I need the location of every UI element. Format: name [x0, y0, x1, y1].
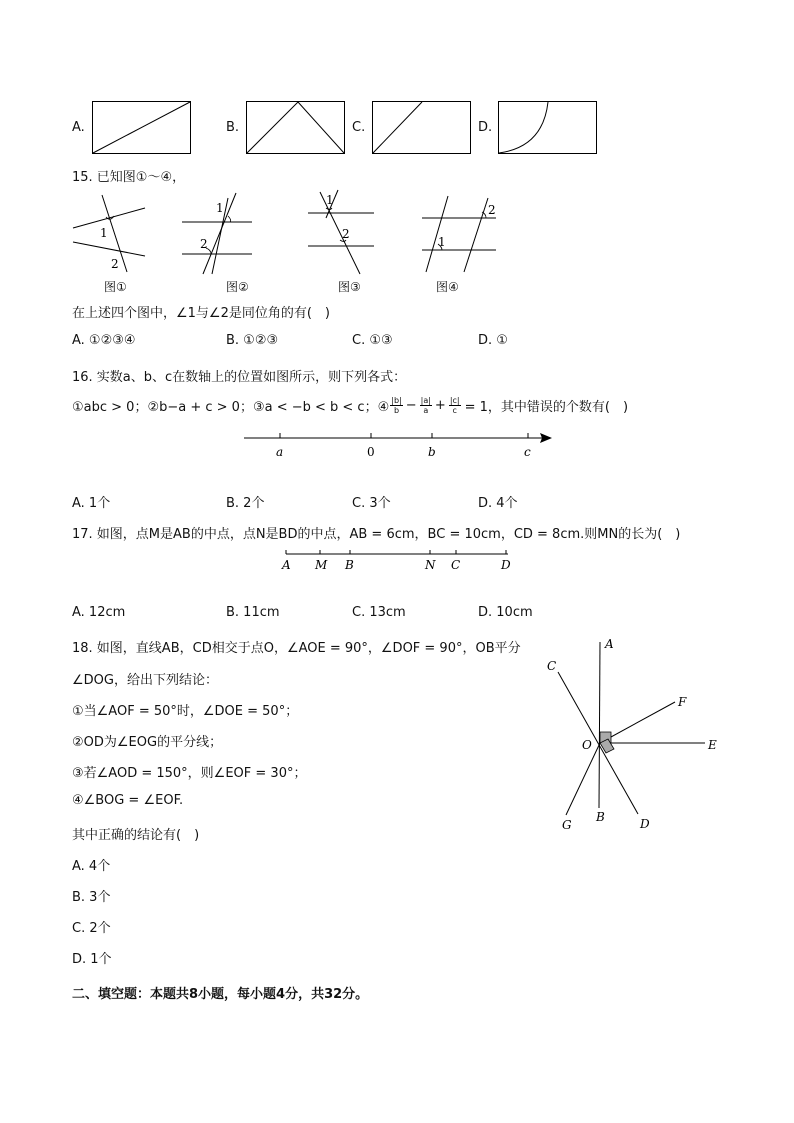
q16-number-line [240, 428, 560, 464]
q15-fig4-angle1: 1 [438, 235, 446, 249]
q17-segment-figure [280, 548, 516, 574]
q16-frac-plus: + [434, 398, 446, 413]
q18-conclusion-3: ③若∠AOD = 150°，则∠EOF = 30°； [72, 766, 307, 781]
q16-frac1-den: b [393, 406, 400, 415]
q15-option-d: D. ① [478, 333, 508, 348]
q18-option-d: D. 1个 [72, 952, 112, 967]
q16-frac2-den: a [423, 406, 429, 415]
q18-angle-figure [530, 630, 730, 840]
q16-frac3-den: c [452, 406, 457, 415]
q15-option-c: C. ①③ [352, 333, 393, 348]
q15-fig2-angle1: 1 [216, 201, 224, 215]
q18-option-c: C. 2个 [72, 921, 111, 936]
q16-axis-label-a: a [276, 445, 284, 459]
q17-point-a: A [282, 558, 291, 572]
q14-option-a-figure [92, 101, 192, 155]
q16-frac3-num: |c| [449, 396, 460, 405]
q18-option-a: A. 4个 [72, 859, 111, 874]
q18-point-o: O [582, 738, 592, 752]
q18-conclusion-2: ②OD为∠EOG的平分线； [72, 735, 223, 750]
q18-point-b: B [596, 810, 605, 824]
q14-option-c-label: C. [352, 120, 366, 135]
q16-option-a: A. 1个 [72, 496, 111, 511]
q18-conclusion-1: ①当∠AOF = 50°时，∠DOE = 50°； [72, 704, 299, 719]
q18-point-e: E [708, 738, 717, 752]
q15-fig1-angle2: 2 [111, 257, 119, 271]
q16-frac1-num: |b| [391, 396, 402, 405]
q17-point-d: D [501, 558, 511, 572]
q16-stem: 16. 实数a、b、c在数轴上的位置如图所示，则下列各式： [72, 370, 407, 385]
q15-fig4-caption: 图④ [436, 280, 459, 294]
q18-conclusion-4: ④∠BOG = ∠EOF. [72, 793, 184, 808]
q15-option-b: B. ①②③ [226, 333, 279, 348]
q18-point-f: F [678, 695, 687, 709]
q15-fig3-angle1: 1 [326, 193, 334, 207]
q17-option-c: C. 13cm [352, 605, 406, 620]
q17-point-m: M [315, 558, 328, 572]
q16-axis-label-c: c [524, 445, 531, 459]
q17-point-b: B [345, 558, 354, 572]
q18-point-c: C [547, 659, 557, 673]
q15-figure-2 [178, 190, 258, 275]
q17-stem: 17. 如图，点M是AB的中点，点N是BD的中点，AB = 6cm，BC = 10cm，CD = 8cm.则MN的长为( ) [72, 527, 681, 542]
q18-option-b: B. 3个 [72, 890, 111, 905]
q16-axis-label-0: 0 [367, 445, 375, 459]
q16-formula [72, 396, 628, 415]
q14-option-b-figure [246, 101, 346, 155]
q14-option-a-label: A. [72, 120, 85, 135]
q18-question: 其中正确的结论有( ) [72, 828, 200, 843]
q18-point-d: D [640, 817, 650, 831]
q15-fig1-caption: 图① [104, 280, 127, 294]
q16-formula-part2: = 1，其中错误的个数有( ) [464, 400, 629, 415]
q14-option-d-figure [498, 101, 598, 155]
q16-option-c: C. 3个 [352, 496, 391, 511]
q16-axis-label-b: b [428, 445, 436, 459]
q15-question: 在上述四个图中，∠1与∠2是同位角的有( ) [72, 306, 330, 321]
q15-stem: 15. 已知图①～④， [72, 170, 186, 185]
q18-point-g: G [562, 818, 572, 832]
q17-option-a: A. 12cm [72, 605, 126, 620]
q15-fig2-caption: 图② [226, 280, 249, 294]
q18-stem-line1: 18. 如图，直线AB，CD相交于点O，∠AOE = 90°，∠DOF = 90°，OB平分 [72, 641, 521, 656]
q15-option-a: A. ①②③④ [72, 333, 136, 348]
q15-figure-3 [300, 188, 380, 275]
q16-frac2 [420, 396, 432, 415]
q16-frac-minus: − [405, 398, 417, 413]
q15-fig4-angle2: 2 [488, 203, 496, 217]
q16-frac1 [390, 396, 402, 415]
q17-option-d: D. 10cm [478, 605, 533, 620]
section-2-heading: 二、填空题：本题共8小题，每小题4分，共32分。 [72, 987, 369, 1002]
q15-fig3-caption: 图③ [338, 280, 361, 294]
q17-point-c: C [451, 558, 461, 572]
q17-option-b: B. 11cm [226, 605, 280, 620]
q14-option-b-label: B. [226, 120, 240, 135]
q16-option-d: D. 4个 [478, 496, 518, 511]
q15-fig2-angle2: 2 [200, 237, 208, 251]
q15-fig1-angle1: 1 [100, 226, 108, 240]
q15-fig3-angle2: 2 [342, 227, 350, 241]
q14-option-c-figure [372, 101, 472, 155]
q17-point-n: N [425, 558, 436, 572]
q18-stem-line2: ∠DOG，给出下列结论： [72, 673, 218, 688]
q16-option-b: B. 2个 [226, 496, 265, 511]
q16-frac3 [449, 396, 461, 415]
q14-option-d-label: D. [478, 120, 493, 135]
q18-point-a: A [605, 637, 614, 651]
q15-figure-1 [70, 190, 150, 275]
q16-formula-part1: ①abc > 0；②b−a + c > 0；③a < −b < b < c；④ [72, 400, 390, 415]
q16-frac2-num: |a| [420, 396, 431, 405]
q15-figure-4 [416, 190, 500, 275]
